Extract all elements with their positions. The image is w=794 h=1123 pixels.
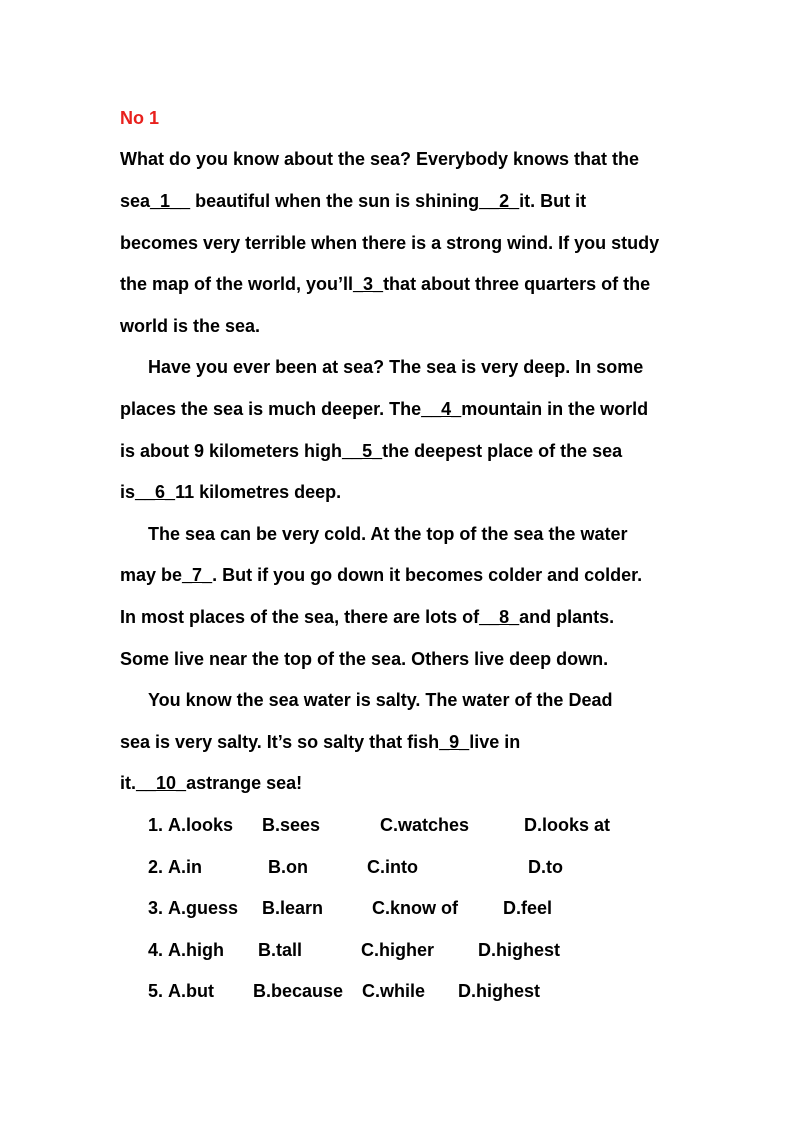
question-row	[148, 856, 708, 878]
passage-text: What do you know about the sea? Everybody knows that the	[120, 149, 640, 169]
answer-option[interactable]: A.but	[168, 981, 214, 1001]
answer-option[interactable]: D.feel	[503, 898, 553, 918]
passage-text: You know the sea water is salty. The water of the Dead	[148, 690, 613, 710]
answer-option[interactable]: B.sees	[262, 815, 321, 835]
answer-blank[interactable]: _9_	[439, 732, 470, 752]
answer-blank[interactable]: __8_	[479, 607, 520, 627]
answer-option[interactable]: D.looks at	[524, 815, 611, 835]
answer-blank[interactable]: _3_	[353, 274, 384, 294]
passage-text: is about 9 kilometers high	[120, 441, 343, 461]
passage-line	[120, 606, 614, 628]
answer-option[interactable]: A.guess	[168, 898, 239, 918]
answer-option[interactable]: D.highest	[458, 981, 541, 1001]
passage-text: it.	[120, 773, 136, 793]
answer-option[interactable]: C.into	[367, 857, 418, 877]
passage-text: . But if you go down it becomes colder and colder.	[212, 565, 643, 585]
passage-text: Have you ever been at sea? The sea is very deep. In some	[148, 357, 644, 377]
passage-text: becomes very terrible when there is a strong wind. If you study	[120, 233, 660, 253]
passage-text: live in	[469, 732, 521, 752]
answer-blank[interactable]: __2_	[479, 191, 520, 211]
question-number: 4.	[148, 940, 164, 960]
passage-text: the deepest place of the sea	[382, 441, 623, 461]
question-row	[148, 897, 708, 919]
passage-text: mountain in the world	[461, 399, 649, 419]
passage-text: the map of the world, you’ll	[120, 274, 354, 294]
answer-option[interactable]: C.higher	[361, 940, 435, 960]
passage-text: beautiful when the sun is shining	[190, 191, 480, 211]
passage-text: 11 kilometres deep.	[175, 482, 342, 502]
passage-line	[120, 398, 648, 420]
answer-option[interactable]: A.high	[168, 940, 224, 960]
passage-text: may be	[120, 565, 183, 585]
passage-line	[120, 481, 341, 503]
passage-line	[120, 440, 622, 462]
answer-option[interactable]: D.highest	[478, 940, 561, 960]
answer-blank[interactable]: _1__	[150, 191, 191, 211]
section-title: No 1	[120, 108, 160, 128]
answer-option[interactable]: B.tall	[258, 940, 303, 960]
passage-text: sea	[120, 191, 151, 211]
passage-line	[120, 648, 608, 670]
passage-text: that about three quarters of the	[383, 274, 651, 294]
passage-line	[120, 564, 642, 586]
passage-line	[120, 273, 650, 295]
question-number: 3.	[148, 898, 164, 918]
answer-option[interactable]: B.on	[268, 857, 308, 877]
passage-line	[120, 772, 302, 794]
question-row	[148, 939, 708, 961]
answer-option[interactable]: A.in	[168, 857, 202, 877]
passage-line	[148, 523, 627, 545]
answer-blank[interactable]: __6_	[135, 482, 176, 502]
answer-option[interactable]: C.while	[362, 981, 426, 1001]
answer-option[interactable]: C.watches	[380, 815, 470, 835]
answer-option[interactable]: B.learn	[262, 898, 324, 918]
passage-text: it. But it	[519, 191, 587, 211]
passage-text: sea is very salty. It’s so salty that fish	[120, 732, 440, 752]
passage-line	[148, 356, 643, 378]
question-number: 1.	[148, 815, 164, 835]
passage-text: In most places of the sea, there are lots of	[120, 607, 480, 627]
passage-line	[120, 731, 520, 753]
answer-option[interactable]: B.because	[253, 981, 344, 1001]
passage-line	[120, 148, 639, 170]
answer-blank[interactable]: _7_	[182, 565, 213, 585]
passage-text: The sea can be very cold. At the top of the sea the water	[148, 524, 628, 544]
answer-blank[interactable]: __10_	[136, 773, 187, 793]
passage-line	[148, 689, 612, 711]
passage-text: is	[120, 482, 136, 502]
passage-line	[120, 232, 659, 254]
passage-text: Some live near the top of the sea. Others live deep down.	[120, 649, 609, 669]
answer-option[interactable]: C.know of	[372, 898, 458, 918]
passage-text: world is the sea.	[120, 316, 261, 336]
answer-blank[interactable]: __4_	[421, 399, 462, 419]
passage-line	[120, 190, 586, 212]
question-row	[148, 980, 708, 1002]
passage-text: places the sea is much deeper. The	[120, 399, 422, 419]
question-row	[148, 814, 708, 836]
question-number: 5.	[148, 981, 164, 1001]
passage-line	[120, 315, 260, 337]
passage-text: astrange sea!	[186, 773, 303, 793]
question-number: 2.	[148, 857, 164, 877]
answer-blank[interactable]: __5_	[342, 441, 383, 461]
answer-option[interactable]: D.to	[528, 857, 563, 877]
passage-text: and plants.	[519, 607, 615, 627]
answer-option[interactable]: A.looks	[168, 815, 234, 835]
